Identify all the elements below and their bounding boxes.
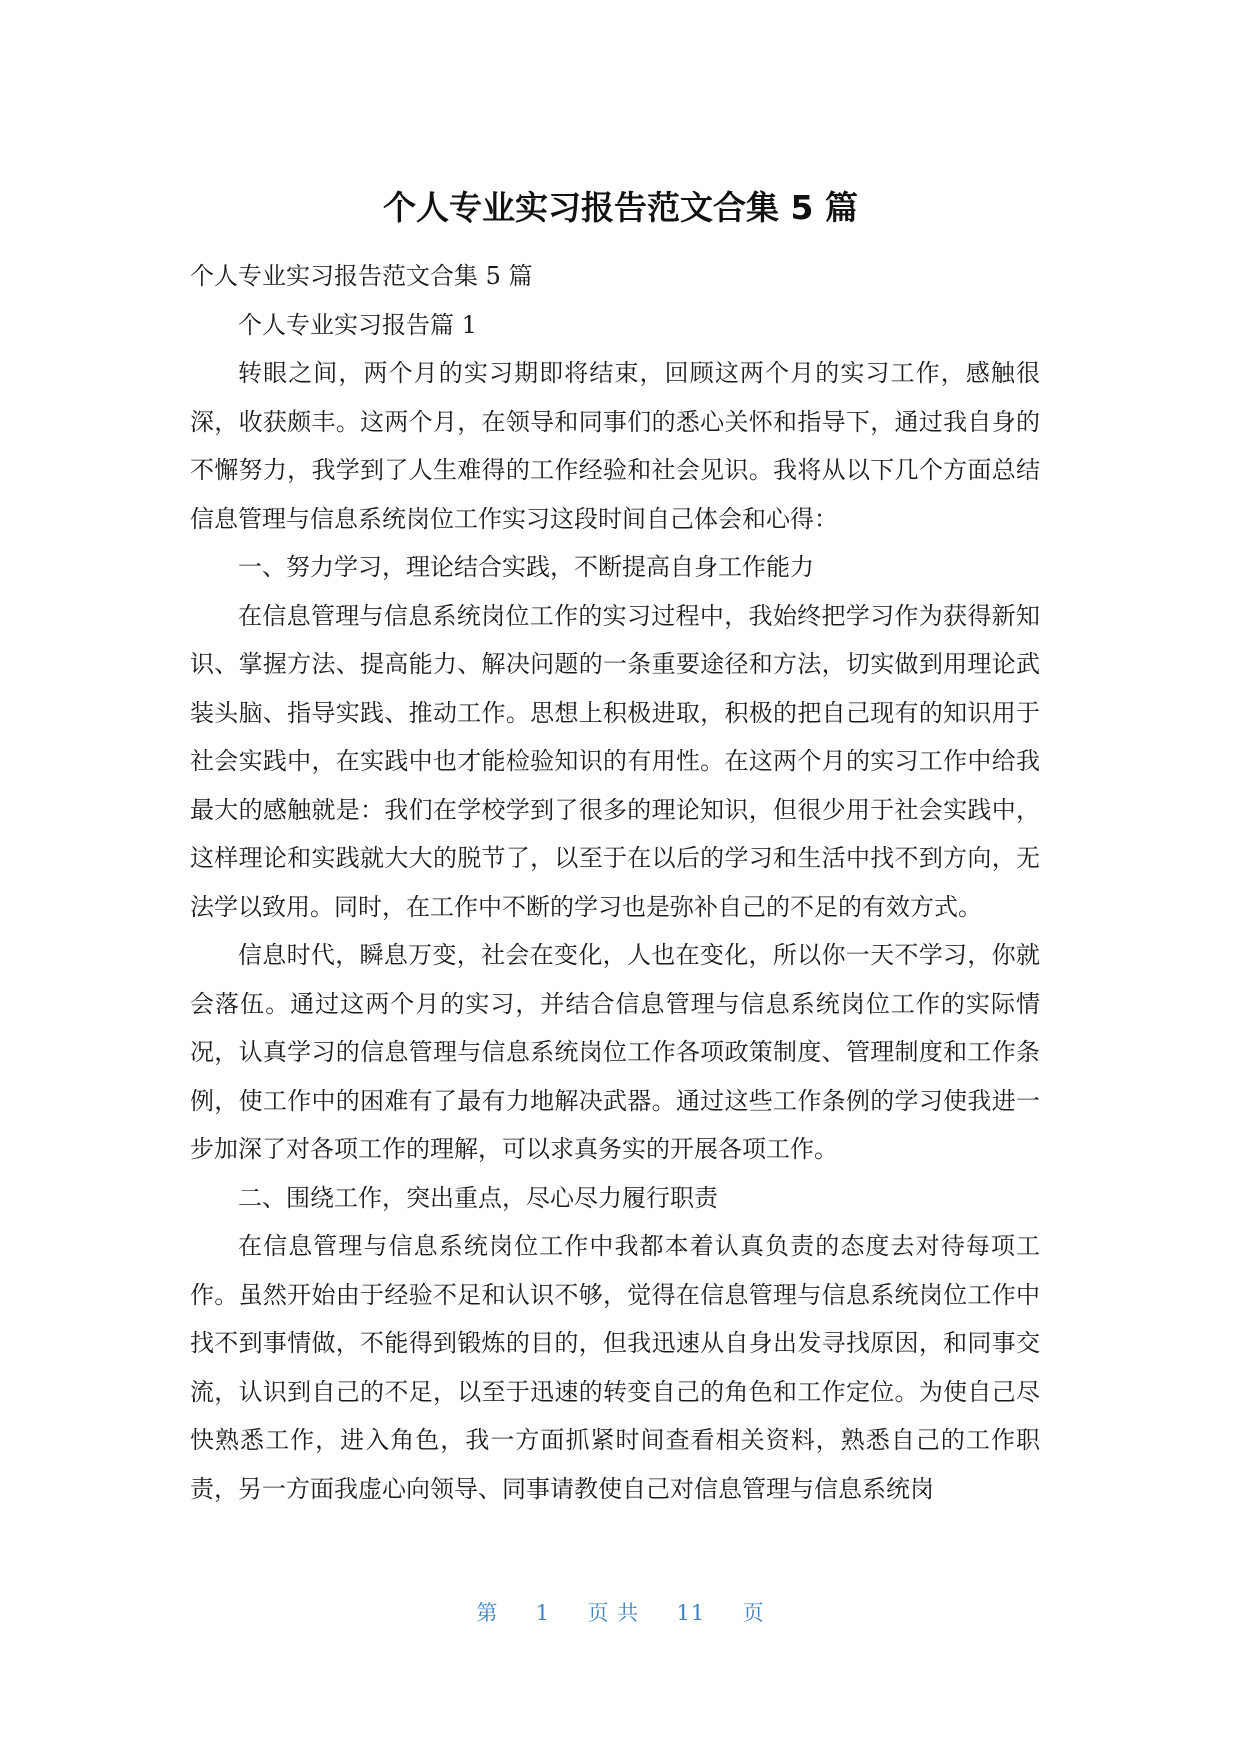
- footer-prefix: 第: [476, 1601, 499, 1625]
- body-paragraph: 转眼之间，两个月的实习期即将结束，回顾这两个月的实习工作，感触很深，收获颇丰。这两个月，在领导和同事们的悉心关怀和指导下，通过我自身的不懈努力，我学到了人生难得的工作经验和社会见识。我将从以下几个方面总结信息管理与信息系统岗位工作实习这段时间自己体会和心得：: [190, 359, 1040, 533]
- document-body: [190, 252, 1040, 1513]
- body-paragraph: 信息时代，瞬息万变，社会在变化，人也在变化，所以你一天不学习，你就会落伍。通过这两个月的实习，并结合信息管理与信息系统岗位工作的实际情况，认真学习的信息管理与信息系统岗位工作各项政策制度、管理制度和工作条例，使工作中的困难有了最有力地解决武器。通过这些工作条例的学习使我进一步加深了对各项工作的理解，可以求真务实的开展各项工作。: [190, 941, 1040, 1163]
- footer-page-number: 1: [535, 1601, 551, 1625]
- document-title: 个人专业实习报告范文合集 5 篇: [383, 188, 858, 227]
- body-paragraph: 在信息管理与信息系统岗位工作中我都本着认真负责的态度去对待每项工作。虽然开始由于经验不足和认识不够，觉得在信息管理与信息系统岗位工作中找不到事情做，不能得到锻炼的目的，但我迅速从自身出发寻找原因，和同事交流，认识到自己的不足，以至于迅速的转变自己的角色和工作定位。为使自己尽快熟悉工作，进入角色，我一方面抓紧时间查看相关资料，熟悉自己的工作职责，另一方面我虚心向领导、同事请教使自己对信息管理与信息系统岗: [190, 1232, 1040, 1503]
- footer-total-pages: 11: [676, 1601, 706, 1625]
- footer-suffix: 页: [742, 1601, 765, 1625]
- section-heading: 个人专业实习报告篇 1: [238, 310, 477, 339]
- document-subtitle: 个人专业实习报告范文合集 5 篇: [190, 262, 533, 290]
- page-footer: [0, 1598, 1241, 1628]
- footer-middle: 页 共: [587, 1601, 640, 1625]
- body-paragraph: 在信息管理与信息系统岗位工作的实习过程中，我始终把学习作为获得新知识、掌握方法、提高能力、解决问题的一条重要途径和方法，切实做到用理论武装头脑、指导实践、推动工作。思想上积极进取，积极的把自己现有的知识用于社会实践中，在实践中也才能检验知识的有用性。在这两个月的实习工作中给我最大的感触就是：我们在学校学到了很多的理论知识，但很少用于社会实践中，这样理论和实践就大大的脱节了，以至于在以后的学习和生活中找不到方向，无法学以致用。同时，在工作中不断的学习也是弥补自己的不足的有效方式。: [190, 601, 1040, 921]
- section-heading: 二、围绕工作，突出重点，尽心尽力履行职责: [238, 1183, 718, 1212]
- section-heading: 一、努力学习，理论结合实践，不断提高自身工作能力: [238, 553, 814, 581]
